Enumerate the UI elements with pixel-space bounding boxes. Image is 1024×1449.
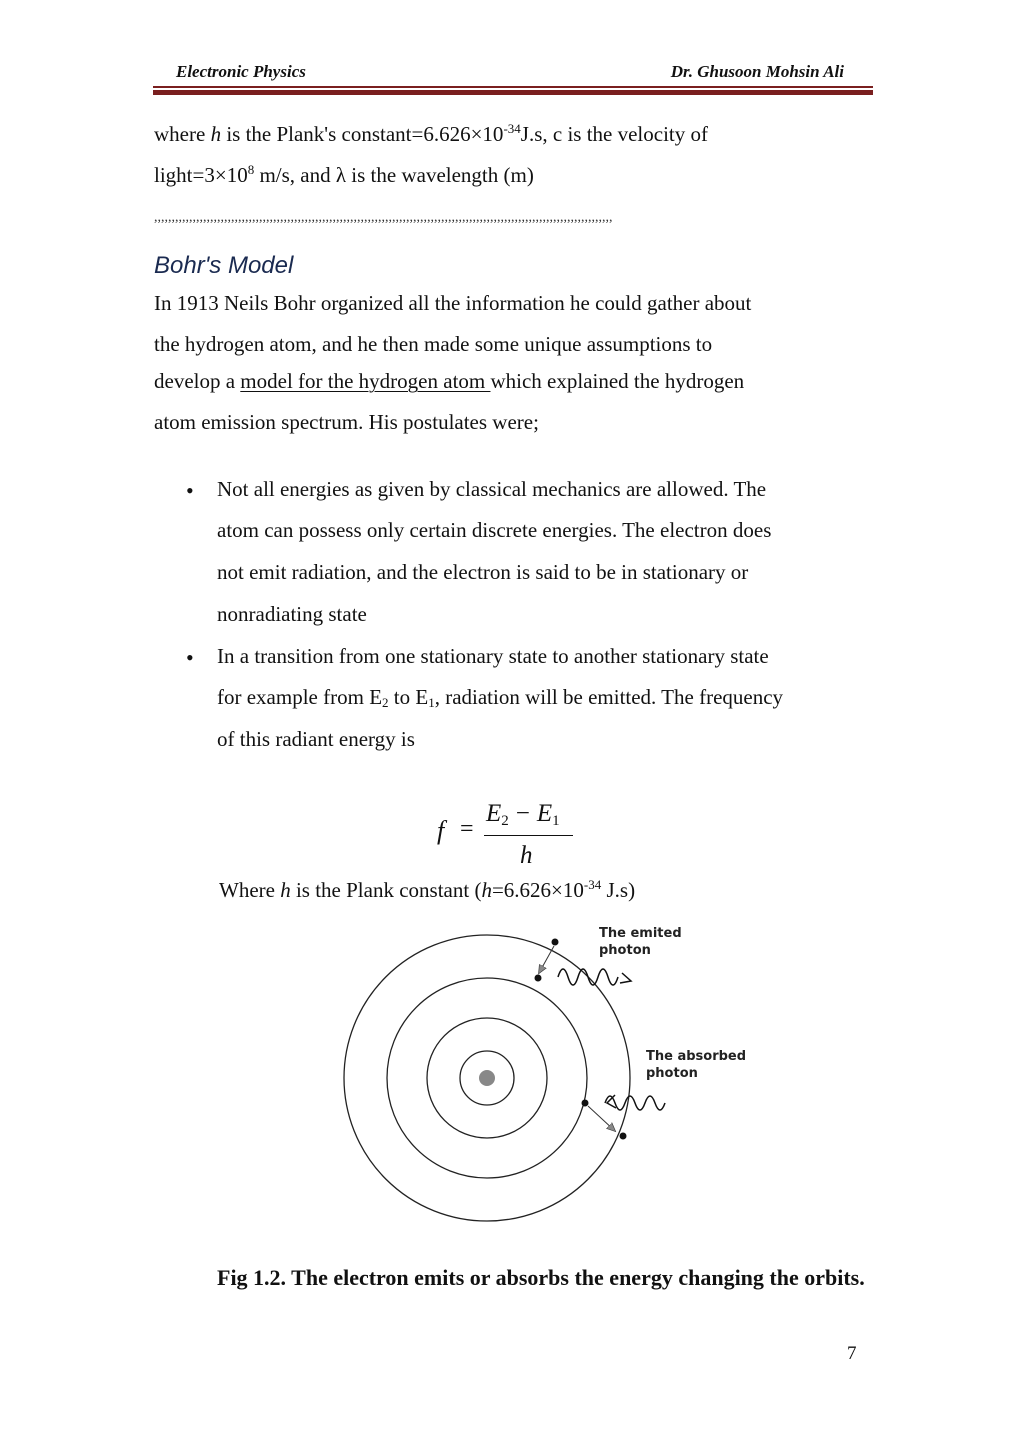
- header-rule-thick: [153, 90, 873, 95]
- exponent: -34: [503, 121, 521, 136]
- equation-equals: =: [460, 816, 474, 842]
- bullet-2-line-2: [217, 685, 783, 710]
- label-emitted-line-2: photon: [599, 943, 651, 958]
- exponent: -34: [583, 877, 602, 892]
- bullet-1-line-2: atom can possess only certain discrete energies. The electron does: [217, 518, 772, 542]
- bullet-2-line-3: of this radiant energy is: [217, 727, 415, 751]
- section-heading: Bohr's Model: [154, 252, 294, 279]
- intro-text: J.s, c is the velocity of: [520, 122, 708, 146]
- fraction-bar: [484, 835, 573, 836]
- section-line-1: In 1913 Neils Bohr organized all the information he could gather about: [154, 291, 752, 315]
- where-text: is the Plank constant (: [290, 878, 482, 902]
- label-emitted-line-1: The emited: [599, 926, 682, 941]
- section-line-2: the hydrogen atom, and he then made some unique assumptions to: [154, 332, 713, 356]
- page-number: 7: [847, 1343, 857, 1364]
- bullet-1-line-3: not emit radiation, and the electron is said to be in stationary or: [217, 560, 749, 584]
- bullet-2-line-1: In a transition from one stationary state to another stationary state: [217, 644, 769, 668]
- electron-final-emit: [535, 975, 542, 982]
- planck-symbol: h: [481, 878, 492, 902]
- absorbed-photon-wave: [605, 1096, 665, 1110]
- subscript: 2: [382, 695, 389, 710]
- section-line-4: atom emission spectrum. His postulates were;: [154, 410, 539, 434]
- bullet-1-line-4: nonradiating state: [217, 602, 367, 626]
- absorb-transition-arrow: [588, 1106, 615, 1131]
- section-text: develop a: [154, 369, 241, 393]
- label-absorbed-line-2: photon: [646, 1066, 698, 1081]
- equation-numerator: [486, 800, 560, 830]
- intro-text: light=3×10: [154, 163, 248, 187]
- hydrogen-model-link[interactable]: model for the hydrogen atom: [240, 369, 491, 393]
- equation-sub: 2: [501, 813, 509, 829]
- emitted-photon-wave: [558, 969, 618, 985]
- bohr-orbit-diagram: [330, 915, 750, 1235]
- equation-denominator: h: [520, 842, 533, 869]
- equation-lhs: f: [437, 816, 445, 845]
- bullet-text: for example from E: [217, 685, 383, 709]
- label-absorbed-line-1: The absorbed: [646, 1049, 747, 1064]
- bullet-text: , radiation will be emitted. The frequency: [434, 685, 784, 709]
- figure-caption: Fig 1.2. The electron emits or absorbs the energy changing the orbits.: [217, 1265, 865, 1290]
- header-rule-thin: [153, 86, 873, 88]
- planck-symbol: h: [210, 122, 222, 146]
- where-text: =6.626×10: [491, 878, 584, 902]
- emit-transition-arrow: [539, 946, 554, 973]
- equation-var: E: [536, 800, 553, 827]
- header-left-title: Electronic Physics: [176, 62, 306, 81]
- electron-final-absorb: [620, 1133, 627, 1140]
- section-line-3: [154, 369, 744, 394]
- subscript: 1: [428, 695, 435, 710]
- intro-text: is the Plank's constant=6.626×10: [221, 122, 504, 146]
- electron-initial-absorb: [582, 1100, 589, 1107]
- where-text: J.s): [601, 878, 636, 902]
- equation-sub: 1: [552, 813, 560, 829]
- header-right-author: Dr. Ghusoon Mohsin Ali: [670, 62, 844, 81]
- bullet-marker: •: [186, 478, 194, 503]
- where-line: [219, 878, 635, 903]
- separator-commas: ,,,,,,,,,,,,,,,,,,,,,,,,,,,,,,,,,,,,,,,,,,,,,,,,,,,,,,,,,,,,,,,,,,,,,,,,,,,,,,,,,,,,,,,,,,,,,,,,,,,,,,,,,,,,,,,,,,,,,,,,,,,,,,,,,,,: [154, 210, 613, 225]
- intro-text: where: [154, 122, 211, 146]
- bullet-marker: •: [186, 645, 194, 670]
- intro-line-2: [154, 163, 534, 188]
- intro-text: m/s, and λ is the wavelength (m): [254, 163, 534, 187]
- exponent: 8: [247, 162, 255, 177]
- intro-line-1: [154, 122, 708, 147]
- nucleus: [479, 1070, 495, 1086]
- equation-minus: −: [515, 800, 530, 827]
- bullet-text: to E: [388, 685, 429, 709]
- section-text: which explained the hydrogen: [490, 369, 745, 393]
- where-text: Where: [219, 878, 281, 902]
- bullet-1-line-1: Not all energies as given by classical mechanics are allowed. The: [217, 477, 767, 501]
- emitted-photon-arrowhead: [620, 973, 631, 983]
- electron-initial-emit: [552, 939, 559, 946]
- planck-symbol: h: [280, 878, 291, 902]
- equation-var: E: [486, 800, 502, 827]
